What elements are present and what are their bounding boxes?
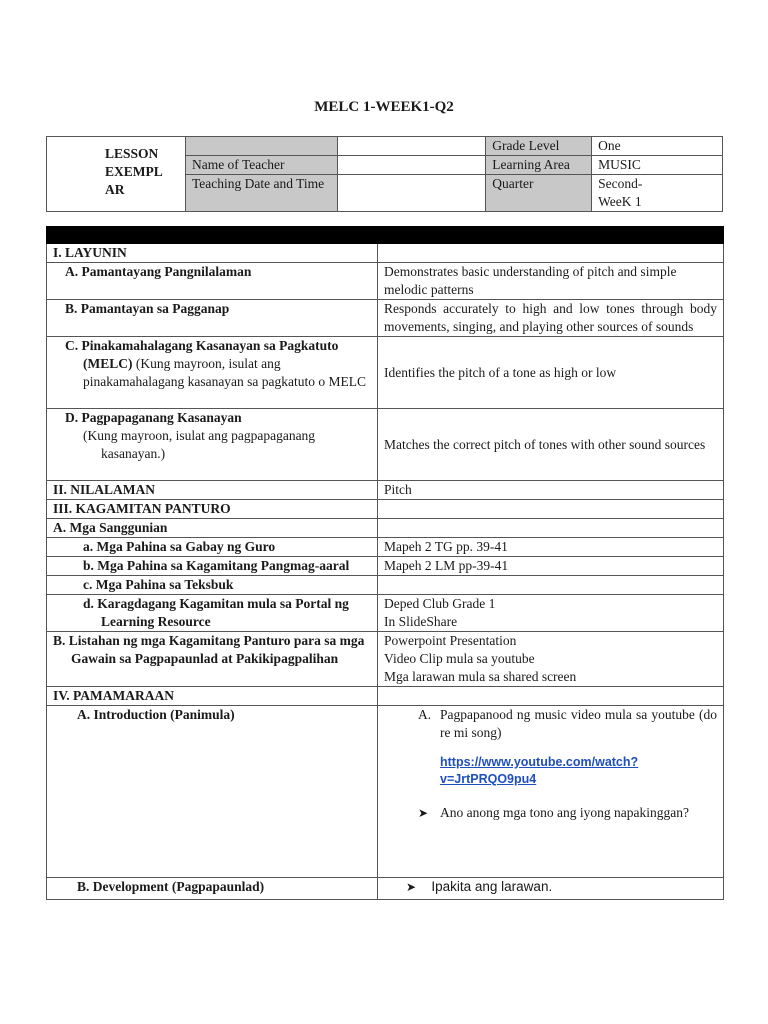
intro-item-marker: A. [418,707,432,722]
table-row [47,557,724,576]
intro-item-text: Pagpapanood ng music video mula sa youtube (do re mi song) [440,707,717,740]
development-content [378,878,724,900]
teksbuk-label: c. Mga Pahina sa Teksbuk [47,576,378,595]
nilalaman-value: Pitch [378,481,724,500]
lesson-exemplar-label: LESSON EXEMPL AR [47,137,186,212]
name-of-teacher-value [337,156,486,175]
table-row [47,595,724,632]
table-row [47,481,724,500]
portal-label: d. Karagdagang Kagamitan mula sa Portal ng Learning Resource [47,595,378,632]
development-bullet: Ipakita ang larawan. [431,879,553,894]
kagamitang-pangmag-aaral-value: Mapeh 2 LM pp-39-41 [378,557,724,576]
arrow-bullet-icon: ➤ [406,880,417,894]
table-row [47,519,724,538]
pamantayang-pangnilalaman-label: A. Pamantayang Pangnilalaman [47,263,378,300]
melc-label: C. Pinakamahalagang Kasanayan sa Pagkatuto (MELC) (Kung mayroon, isulat ang pinakamahalagang kasanayan sa pagkatuto o MELC [47,337,378,409]
document-title: MELC 1-WEEK1-Q2 [314,99,454,115]
learning-area-value: MUSIC [592,156,723,175]
table-row [47,500,724,519]
pagpapaganang-kasanayan-label: D. Pagpapaganang Kasanayan (Kung mayroon, isulat ang pagpapaganang kasanayan.) [47,409,378,481]
table-row [47,337,724,409]
teaching-date-label: Teaching Date and Time [185,175,337,212]
table-row [47,263,724,300]
table-row [47,538,724,557]
table-row [47,687,724,706]
table-row [47,576,724,595]
table-header-bar [47,227,724,244]
name-of-teacher-label: Name of Teacher [185,156,337,175]
quarter-value: Second- WeeK 1 [592,175,723,212]
arrow-bullet-icon: ➤ [418,806,429,820]
header-table [46,136,723,212]
pagpapaganang-kasanayan-value: Matches the correct pitch of tones with other sound sources [378,409,724,481]
table-row [47,878,724,900]
table-row [47,244,724,263]
teaching-date-value [337,175,486,212]
table-row [47,300,724,337]
listahan-value: Powerpoint Presentation Video Clip mula sa youtube Mga larawan mula sa shared screen [378,632,724,687]
learning-area-label: Learning Area [486,156,592,175]
lesson-table [46,226,724,900]
melc-value: Identifies the pitch of a tone as high or low [378,337,724,409]
header-shaded-cell [185,137,337,156]
pamamaraan-heading: IV. PAMAMARAAN [47,687,378,706]
listahan-label: B. Listahan ng mga Kagamitang Panturo para sa mga Gawain sa Pagpapaunlad at Pakikipagpalihan [47,632,378,687]
gabay-ng-guro-label: a. Mga Pahina sa Gabay ng Guro [47,538,378,557]
youtube-link[interactable]: https://www.youtube.com/watch?v=JrtPRQO9pu4 [440,755,639,786]
nilalaman-heading: II. NILALAMAN [47,481,378,500]
quarter-label: Quarter [486,175,592,212]
table-row [47,409,724,481]
intro-question: Ano anong mga tono ang iyong napakinggan? [440,805,689,820]
table-row [47,706,724,878]
grade-level-label: Grade Level [486,137,592,156]
introduction-content [378,706,724,878]
gabay-ng-guro-value: Mapeh 2 TG pp. 39-41 [378,538,724,557]
sanggunian-heading: A. Mga Sanggunian [47,519,378,538]
table-row [47,632,724,687]
grade-level-value: One [592,137,723,156]
kagamitang-pangmag-aaral-label: b. Mga Pahina sa Kagamitang Pangmag-aaral [47,557,378,576]
layunin-heading: I. LAYUNIN [47,244,378,263]
pamantayan-sa-pagganap-value: Responds accurately to high and low tones through body movements, singing, and playing other sources of sounds [378,300,724,337]
kagamitan-heading: III. KAGAMITAN PANTURO [47,500,378,519]
pamantayang-pangnilalaman-value: Demonstrates basic understanding of pitch and simple melodic patterns [378,263,724,300]
introduction-label: A. Introduction (Panimula) [47,706,378,878]
portal-value: Deped Club Grade 1 In SlideShare [378,595,724,632]
pamantayan-sa-pagganap-label: B. Pamantayan sa Pagganap [47,300,378,337]
header-empty-cell [337,137,486,156]
development-label: B. Development (Pagpapaunlad) [47,878,378,900]
